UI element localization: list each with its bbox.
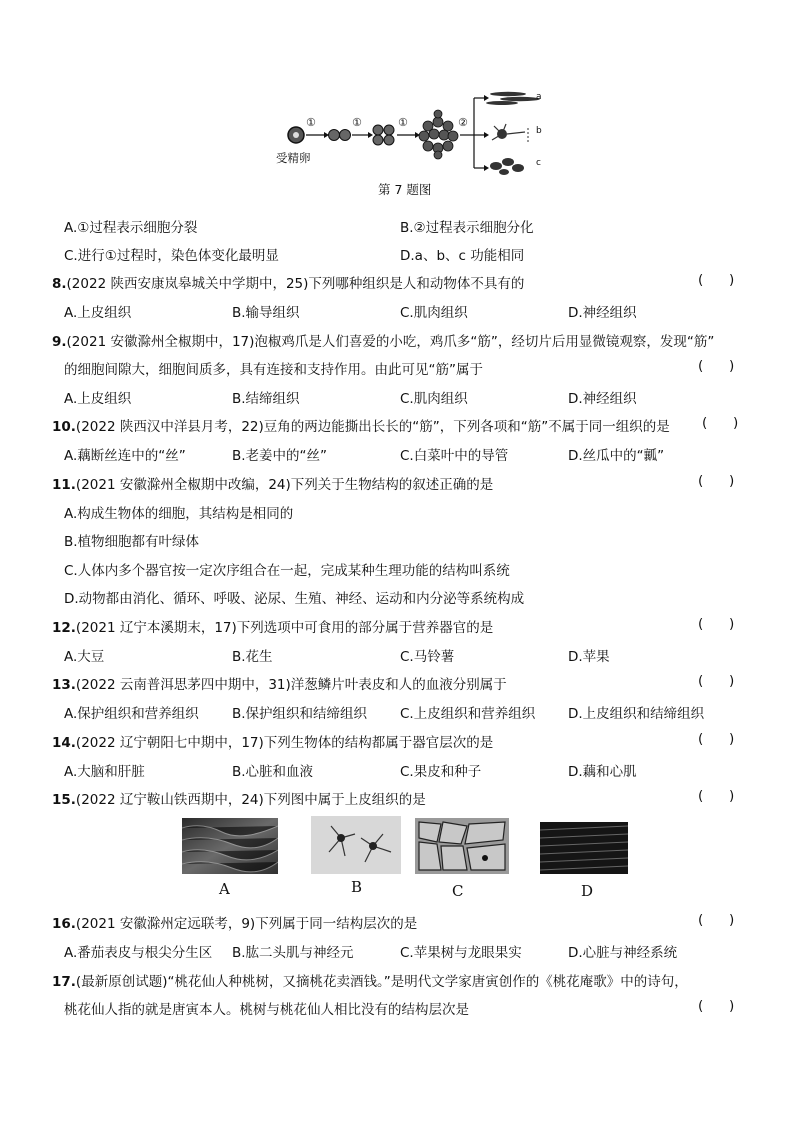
q14-option-c: C.果皮和种子	[400, 764, 482, 780]
q13-option-d: D.上皮组织和结缔组织	[568, 706, 705, 722]
q12-text: (2021 辽宁本溪期末，17)下列选项中可食用的部分属于营养器官的是	[75, 620, 494, 636]
q7-option-b: B.②过程表示细胞分化	[400, 220, 534, 236]
cell-division-svg	[270, 88, 550, 178]
label-a: a	[536, 92, 542, 102]
step-1-label: ①	[352, 116, 362, 129]
q8-option-d: D.神经组织	[568, 305, 637, 321]
q12-answer-blank: ( )	[698, 616, 735, 632]
q13-option-b: B.保护组织和结缔组织	[232, 706, 368, 722]
q12-option-d: D.苹果	[568, 649, 610, 665]
q16-option-d: D.心脏与神经系统	[568, 945, 678, 961]
q10-option-d: D.丝瓜中的“瓤”	[568, 448, 665, 464]
q14-number: 14.	[52, 735, 76, 751]
q8-option-c: C.肌肉组织	[400, 305, 468, 321]
tissue-image-c	[415, 818, 509, 874]
q9-option-d: D.神经组织	[568, 391, 637, 407]
q9-text-1: (2021 安徽滁州全椒期中，17)泡椒鸡爪是人们喜爱的小吃，鸡爪多“筋”，经切片后用显微镜观察，发现“筋”	[66, 334, 715, 350]
tissue-image-a	[182, 818, 278, 874]
q12-number: 12.	[52, 620, 76, 636]
q16-number: 16.	[52, 916, 76, 932]
q17-answer-blank: ( )	[698, 998, 735, 1014]
image-label-c: C	[452, 882, 464, 900]
q10-stem	[52, 415, 670, 435]
q9-number: 9.	[52, 334, 67, 350]
q8-text: (2022 陕西安康岚皋城关中学期中，25)下列哪种组织是人和动物体不具有的	[66, 276, 525, 292]
q15-text: (2022 辽宁鞍山铁西期中，24)下列图中属于上皮组织的是	[75, 792, 426, 808]
q13-answer-blank: ( )	[698, 673, 735, 689]
tissue-image-d	[540, 822, 628, 874]
q16-option-c: C.苹果树与龙眼果实	[400, 945, 522, 961]
q13-stem	[52, 673, 507, 693]
q9-text-2: 的细胞间隙大，细胞间质多，具有连接和支持作用。由此可见“筋”属于	[64, 362, 483, 378]
q12-option-c: C.马铃薯	[400, 649, 455, 665]
figure-7-caption: 第 7 题图	[378, 182, 432, 197]
q14-option-b: B.心脏和血液	[232, 764, 314, 780]
q12-stem	[52, 616, 493, 636]
q10-answer-blank: ( )	[702, 415, 739, 431]
q13-text: (2022 云南普洱思茅四中期中，31)洋葱鳞片叶表皮和人的血液分别属于	[75, 677, 507, 693]
q9-option-c: C.肌肉组织	[400, 391, 468, 407]
q10-option-a: A.藕断丝连中的“丝”	[64, 448, 186, 464]
q15-number: 15.	[52, 792, 76, 808]
q16-option-a: A.番茄表皮与根尖分生区	[64, 945, 213, 961]
q14-answer-blank: ( )	[698, 731, 735, 747]
q9-option-a: A.上皮组织	[64, 391, 132, 407]
q17-text-1: (最新原创试题)“桃花仙人种桃树，又摘桃花卖酒钱。”是明代文学家唐寅创作的《桃花庵歌》中的诗句，	[75, 974, 688, 990]
q17-stem	[52, 970, 688, 990]
q8-option-b: B.输导组织	[232, 305, 300, 321]
q13-option-a: A.保护组织和营养组织	[64, 706, 199, 722]
q10-option-c: C.白菜叶中的导管	[400, 448, 509, 464]
q14-option-a: A.大脑和肝脏	[64, 764, 145, 780]
q11-text: (2021 安徽滁州全椒期中改编，24)下列关于生物结构的叙述正确的是	[75, 477, 494, 493]
step-1-label: ①	[306, 116, 316, 129]
q8-option-a: A.上皮组织	[64, 305, 132, 321]
q10-number: 10.	[52, 419, 76, 435]
q11-stem	[52, 473, 493, 493]
q15-answer-blank: ( )	[698, 788, 735, 804]
q8-answer-blank: ( )	[698, 272, 735, 288]
q11-answer-blank: ( )	[698, 473, 735, 489]
q14-stem	[52, 731, 493, 751]
q11-option-c: C.人体内多个器官按一定次序组合在一起，完成某种生理功能的结构叫系统	[64, 563, 510, 579]
fertilized-egg-label: 受精卵	[276, 151, 311, 165]
q17-number: 17.	[52, 974, 76, 990]
cell-division-diagram	[270, 88, 550, 178]
q9-answer-blank: ( )	[698, 358, 735, 374]
q17-text-2: 桃花仙人指的就是唐寅本人。桃树与桃花仙人相比没有的结构层次是	[64, 1002, 469, 1018]
q9-stem	[52, 330, 714, 350]
q11-number: 11.	[52, 477, 76, 493]
q7-option-d: D.a、b、c 功能相同	[400, 248, 525, 264]
image-label-d: D	[581, 882, 594, 900]
q15-stem	[52, 788, 426, 808]
image-label-a: A	[219, 880, 230, 898]
q13-number: 13.	[52, 677, 76, 693]
q13-option-c: C.上皮组织和营养组织	[400, 706, 536, 722]
q16-answer-blank: ( )	[698, 912, 735, 928]
q16-option-b: B.肱二头肌与神经元	[232, 945, 354, 961]
q14-text: (2022 辽宁朝阳七中期中，17)下列生物体的结构都属于器官层次的是	[75, 735, 494, 751]
q8-number: 8.	[52, 276, 67, 292]
image-label-b: B	[351, 878, 363, 896]
step-2-label: ②	[458, 116, 468, 129]
q9-option-b: B.结缔组织	[232, 391, 300, 407]
q7-option-c: C.进行①过程时，染色体变化最明显	[64, 248, 279, 264]
q10-text: (2022 陕西汉中洋县月考，22)豆角的两边能撕出长长的“筋”，下列各项和“筋”不属于同一组织的是	[75, 419, 670, 435]
q11-option-b: B.植物细胞都有叶绿体	[64, 534, 200, 550]
tissue-image-b	[311, 816, 401, 874]
q14-option-d: D.藕和心肌	[568, 764, 637, 780]
label-c: c	[536, 158, 541, 168]
q12-option-a: A.大豆	[64, 649, 105, 665]
q8-stem	[52, 272, 524, 292]
q10-option-b: B.老姜中的“丝”	[232, 448, 328, 464]
q11-option-a: A.构成生物体的细胞，其结构是相同的	[64, 506, 294, 522]
q7-option-a: A.①过程表示细胞分裂	[64, 220, 198, 236]
step-1-label: ①	[398, 116, 408, 129]
q16-text: (2021 安徽滁州定远联考，9)下列属于同一结构层次的是	[75, 916, 418, 932]
q16-stem	[52, 912, 417, 932]
q11-option-d: D.动物都由消化、循环、呼吸、泌尿、生殖、神经、运动和内分泌等系统构成	[64, 591, 525, 607]
label-b: b	[536, 126, 542, 136]
q12-option-b: B.花生	[232, 649, 273, 665]
